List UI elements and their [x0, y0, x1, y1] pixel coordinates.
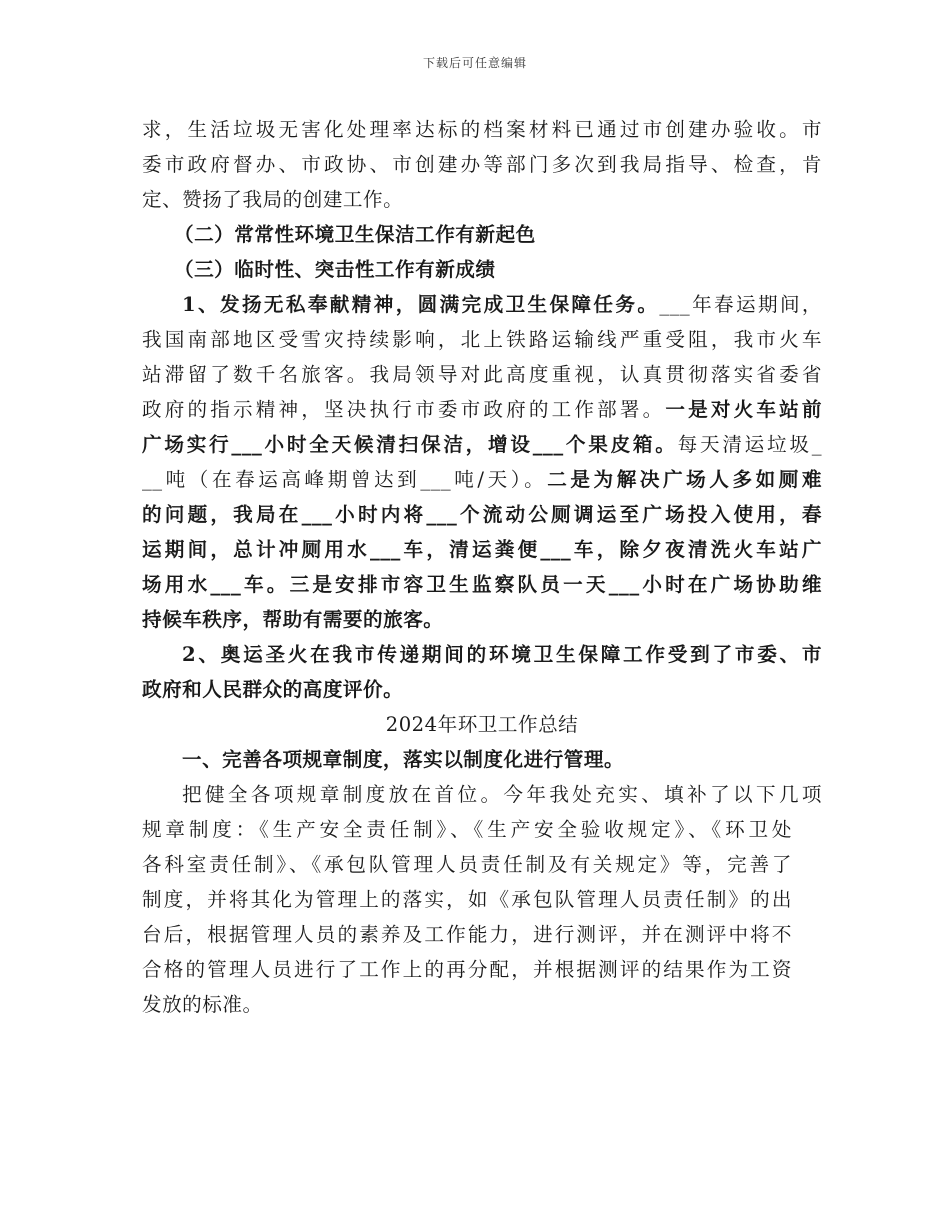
paragraph-line: [142, 672, 822, 707]
paragraph-line: [142, 882, 792, 917]
paragraph-line: [142, 917, 792, 952]
text-run-bold: 二是为解决广场人多如厕难: [547, 468, 822, 491]
paragraph-line: [142, 777, 822, 812]
text-run: 规章制度：《生产安全责任制》、《生产安全验收规定》、《环卫处: [142, 818, 792, 841]
section-heading: [142, 217, 822, 252]
title-text: 2024年环卫工作总结: [385, 713, 579, 736]
paragraph-line: [142, 637, 822, 672]
text-run: 我国南部地区受雪灾持续影响，北上铁路运输线严重受阻，我市火车: [142, 328, 822, 351]
text-run-bold: 广场实行___小时全天候清扫保洁，增设___个果皮箱。: [142, 433, 678, 456]
paragraph-line: [142, 287, 822, 322]
text-run: （三）临时性、突击性工作有新成绩: [174, 258, 496, 281]
text-run: 合格的管理人员进行了工作上的再分配，并根据测评的结果作为工资: [142, 958, 792, 981]
text-run-bold: 一、完善各项规章制度，落实以制度化进行管理。: [182, 748, 625, 771]
paragraph-line: [142, 952, 792, 987]
text-run: 发放的标准。: [142, 993, 263, 1016]
text-run: 委市政府督办、市政协、市创建办等部门多次到我局指导、检查，肯: [142, 153, 822, 176]
text-run-bold: 2、奥运圣火在我市传递期间的环境卫生保障工作受到了市委、市: [182, 643, 822, 666]
paragraph-line: [142, 567, 822, 602]
paragraph-line: [142, 602, 822, 637]
text-run: 站滞留了数千名旅客。我局领导对此高度重视，认真贯彻落实省委省: [142, 363, 822, 386]
paragraph-line: [142, 182, 822, 217]
text-run: 政府的指示精神，坚决执行市委市政府的工作部署。: [142, 398, 666, 421]
document-body: [142, 112, 822, 1022]
section-heading: [142, 742, 822, 777]
text-run-bold: 1、发扬无私奉献精神，圆满完成卫生保障任务。: [182, 293, 660, 316]
paragraph-line: [142, 847, 792, 882]
paragraph-line: [142, 812, 792, 847]
text-run: 定、赞扬了我局的创建工作。: [142, 188, 404, 211]
text-run: ___年春运期间，: [659, 293, 823, 316]
text-run-bold: 政府和人民群众的高度评价。: [142, 678, 404, 701]
paragraph-line: [142, 532, 822, 567]
document-title: [142, 707, 822, 742]
text-run: （二）常常性环境卫生保洁工作有新起色: [174, 223, 536, 246]
text-run-bold: 的问题，我局在___小时内将___个流动公厕调运至广场投入使用，春: [142, 503, 822, 526]
paragraph-line: [142, 147, 822, 182]
paragraph-line: [142, 497, 822, 532]
text-run: 把健全各项规章制度放在首位。今年我处充实、填补了以下几项: [182, 783, 822, 806]
text-run: 各科室责任制》、《承包队管理人员责任制及有关规定》等，完善了: [142, 853, 792, 876]
paragraph-line: [142, 357, 822, 392]
text-run-bold: 持候车秩序，帮助有需要的旅客。: [142, 608, 444, 631]
section-heading: [142, 252, 822, 287]
text-run: 求，生活垃圾无害化处理率达标的档案材料已通过市创建办验收。市: [142, 118, 822, 141]
paragraph-line: [142, 322, 822, 357]
page-header: 下载后可任意编辑: [422, 56, 527, 70]
paragraph-line: [142, 987, 822, 1022]
text-run-bold: 场用水___车。三是安排市容卫生监察队员一天___小时在广场协助维: [142, 573, 822, 596]
paragraph-line: [142, 112, 822, 147]
text-run: 每天清运垃圾_: [677, 433, 823, 456]
paragraph-line: [142, 392, 822, 427]
text-run: __吨（在春运高峰期曾达到___吨/天）。: [142, 468, 548, 491]
text-run-bold: 一是对火车站前: [665, 398, 823, 421]
text-run-bold: 运期间，总计冲厕用水___车，清运粪便___车，除夕夜清洗火车站广: [142, 538, 822, 561]
paragraph-line: [142, 462, 822, 497]
paragraph-line: [142, 427, 822, 462]
text-run: 制度，并将其化为管理上的落实，如《承包队管理人员责任制》的出: [142, 888, 792, 911]
text-run: 台后，根据管理人员的素养及工作能力，进行测评，并在测评中将不: [142, 923, 792, 946]
